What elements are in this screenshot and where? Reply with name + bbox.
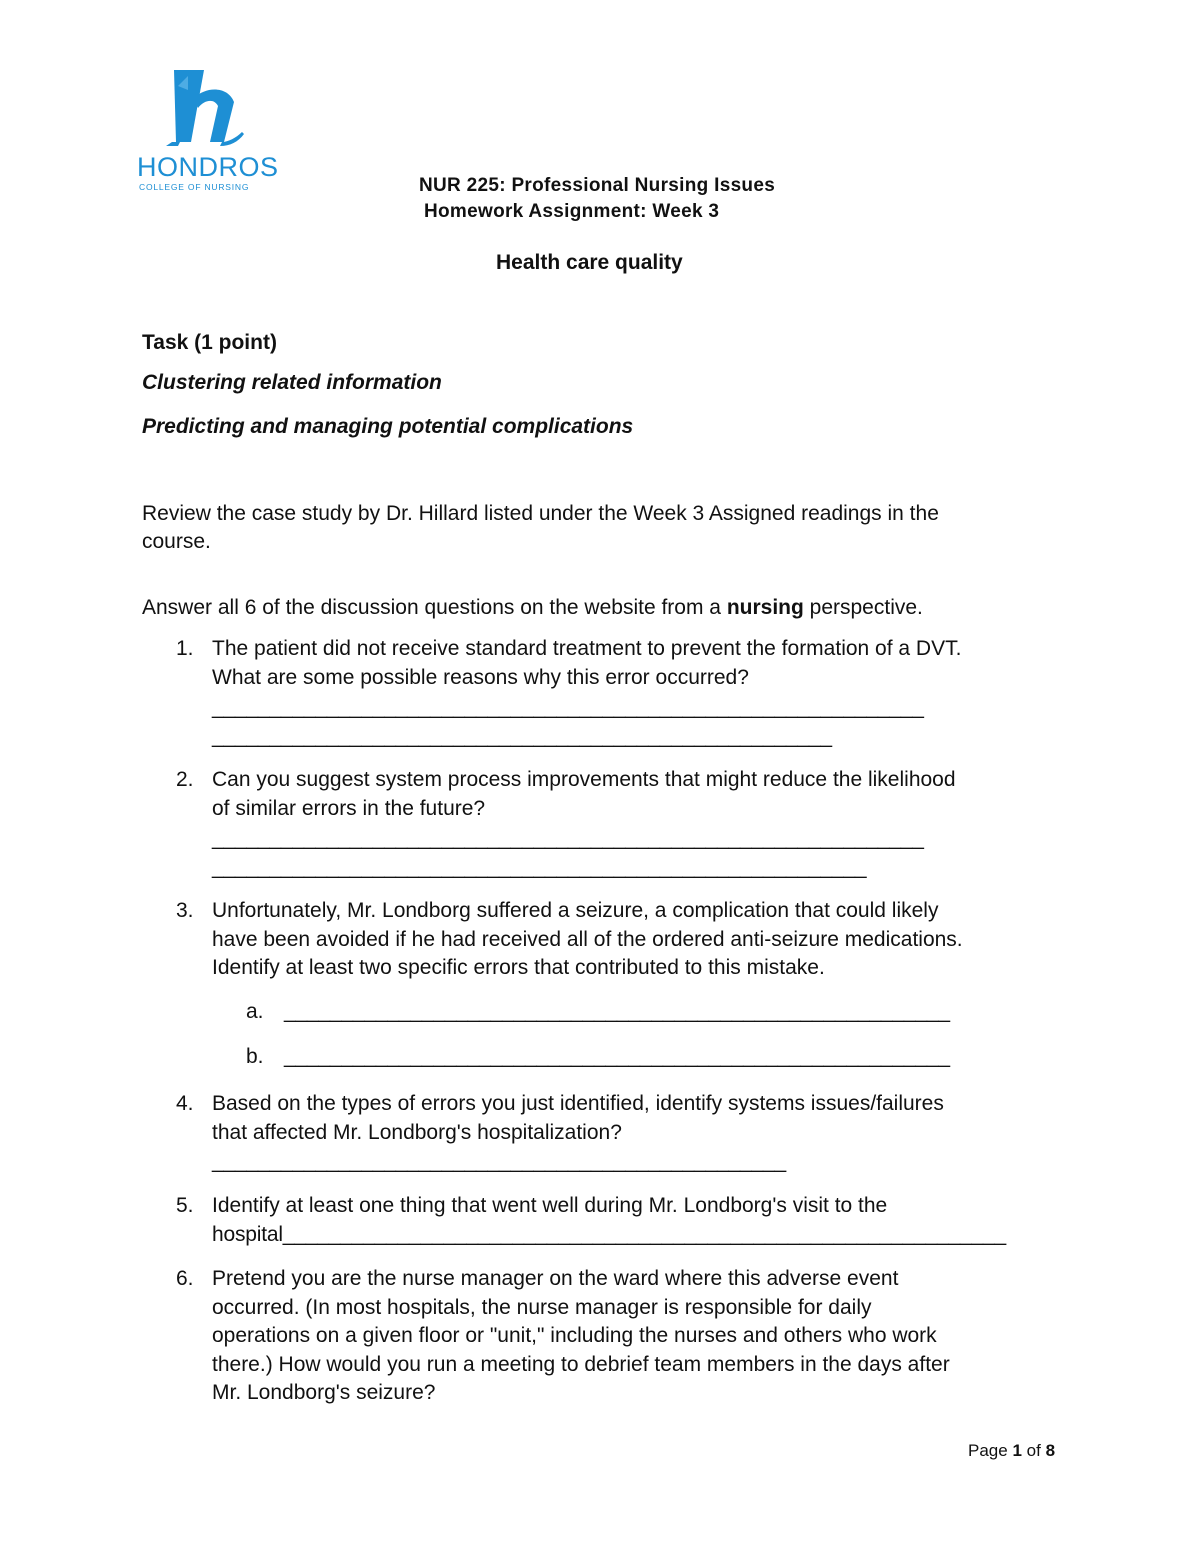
answer-blank[interactable]: __________________________________________________ [212,1150,786,1174]
question-text: Mr. Londborg's seizure? [212,1381,436,1405]
logo-h-mark-icon [136,68,256,148]
answer-blank[interactable]: ______________________________________________________________ [212,827,924,851]
answer-blank[interactable]: __________________________________________________________ [284,1000,950,1023]
question-text: Identify at least one thing that went well during Mr. Londborg's visit to the [212,1194,888,1217]
answer-blank[interactable]: ______________________________________________________________ [212,696,924,720]
question-number: 3. [176,899,194,922]
instructions-emphasis: nursing [726,596,804,619]
question-number: 1. [176,637,194,660]
question-text: Pretend you are the nurse manager on the ward where this adverse event [212,1267,899,1290]
task-subtitle-clustering: Clustering related information [142,371,442,394]
question-text: operations on a given floor or "unit," including the nurses and others who work [212,1324,937,1348]
current-page: 1 [1012,1441,1022,1460]
instructions-paragraph [142,594,923,622]
answer-blank[interactable]: __________________________________________________________ [284,1045,950,1068]
question-number: 5. [176,1194,194,1217]
question-text: The patient did not receive standard treatment to prevent the formation of a DVT. [212,637,962,660]
question-text: there.) How would you run a meeting to debrief team members in the days after [212,1352,950,1376]
intro-paragraph [142,500,939,556]
page-number-footer [968,1441,1055,1461]
total-pages: 8 [1045,1441,1056,1460]
question-text: What are some possible reasons why this error occurred? [212,665,749,689]
question-number: 2. [176,768,194,791]
instructions-text: Answer all 6 of the discussion questions on the website from a [142,596,727,619]
intro-line: Review the case study by Dr. Hillard listed under the Week 3 Assigned readings in the [142,502,939,525]
question-text: Unfortunately, Mr. Londborg suffered a seizure, a complication that could likely [212,899,939,922]
task-heading: Task (1 point) [142,331,277,354]
logo-subtitle: COLLEGE OF NURSING [139,182,250,192]
page-word: Page [968,1441,1008,1460]
question-text: Based on the types of errors you just identified, identify systems issues/failures [212,1092,944,1115]
of-word: of [1026,1441,1041,1460]
answer-blank[interactable]: _________________________________________________________ [212,855,867,879]
college-logo [136,68,286,194]
logo-wordmark: HONDROS [137,152,279,182]
question-text: occurred. (In most hospitals, the nurse manager is responsible for daily [212,1295,872,1319]
question-number: 6. [176,1267,194,1290]
topic-heading: Health care quality [496,251,683,274]
question-number: 4. [176,1092,194,1115]
question-text: that affected Mr. Londborg's hospitalization? [212,1120,622,1144]
question-text-with-blank[interactable]: hospital_______________________________________________________________ [212,1222,1006,1246]
answer-blank[interactable]: ______________________________________________________ [212,724,832,748]
item-label: b. [246,1045,264,1068]
question-text: Can you suggest system process improvements that might reduce the likelihood [212,768,956,791]
course-title: NUR 225: Professional Nursing Issues [419,175,776,196]
assignment-title: Homework Assignment: Week 3 [424,201,720,222]
question-text: have been avoided if he had received all of the ordered anti-seizure medications. [212,927,963,951]
question-text: Identify at least two specific errors that contributed to this mistake. [212,956,825,980]
task-subtitle-predicting: Predicting and managing potential complications [142,415,634,438]
question-text: of similar errors in the future? [212,796,486,820]
item-label: a. [246,1000,264,1023]
intro-line: course. [142,530,211,553]
instructions-text: perspective. [803,596,923,619]
